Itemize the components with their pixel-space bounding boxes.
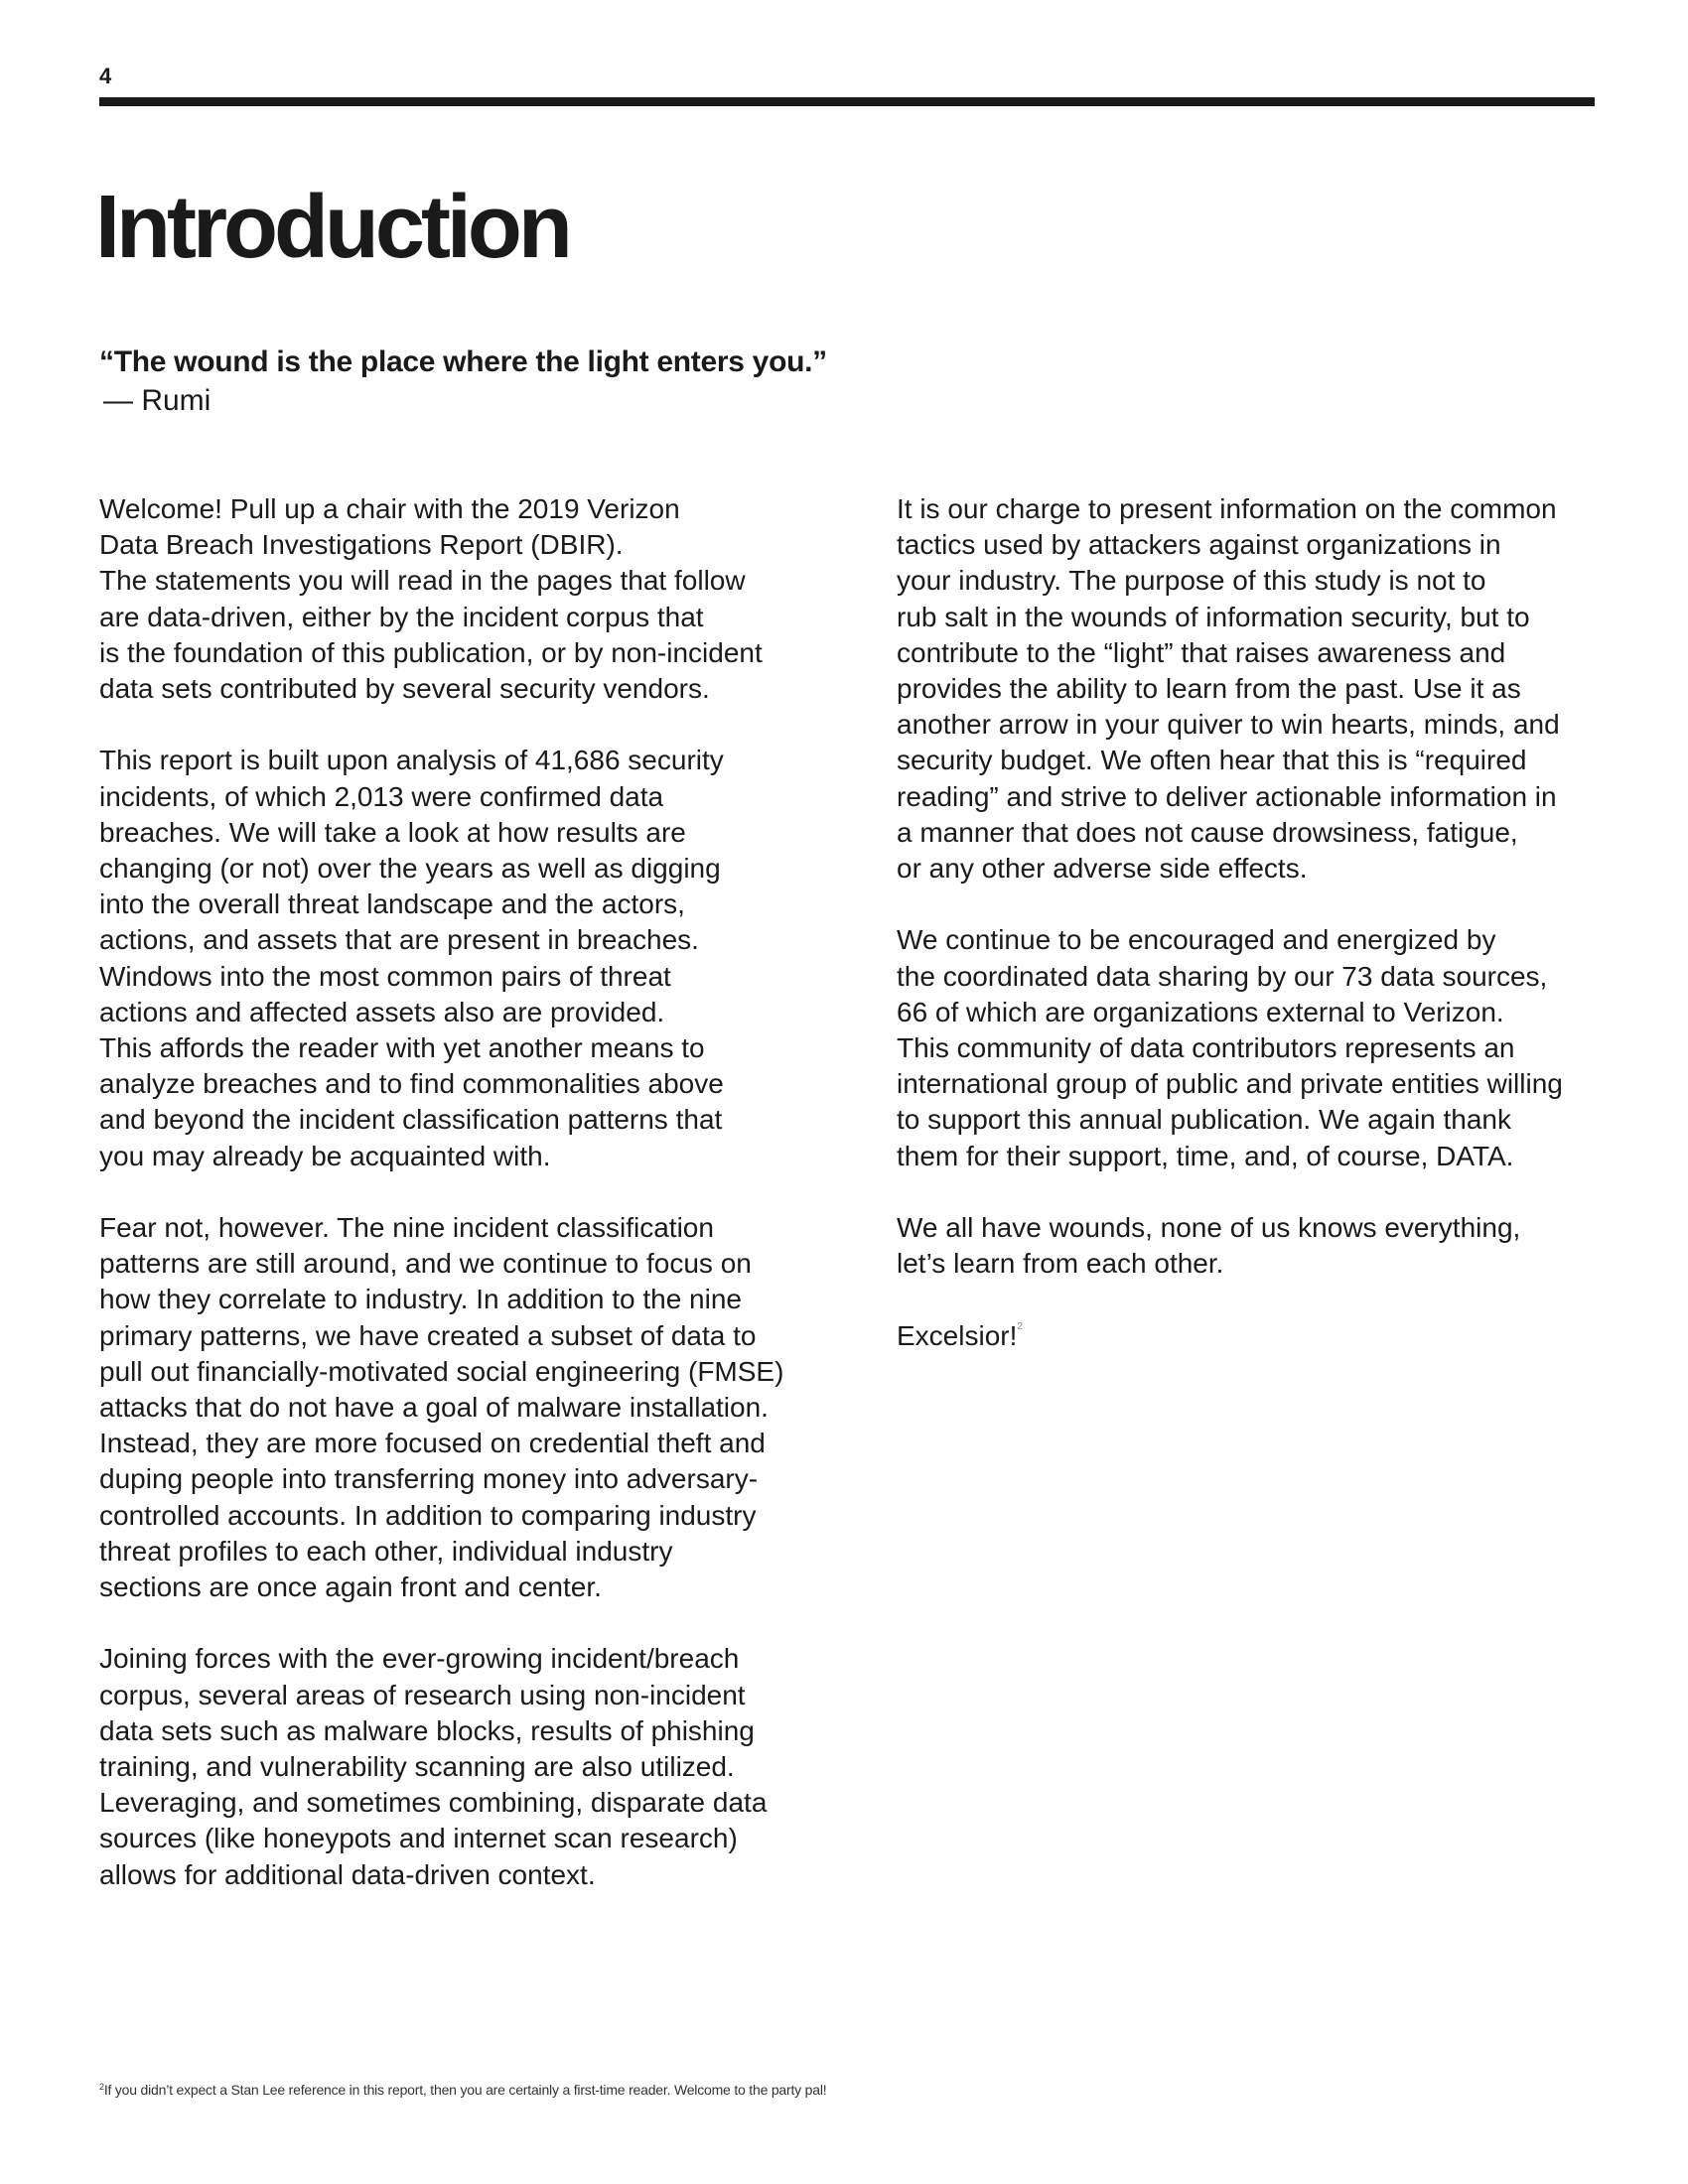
- epigraph-attribution: — Rumi: [103, 384, 211, 417]
- right-column: [897, 491, 1612, 1390]
- paragraph: It is our charge to present information on the common tactics used by attackers against organizations in your industry. The purpose of this study is not to rub salt in the wounds of information security, but to contribute to the “light” that raises awareness and provides the ability to learn from the past. Use it as another arrow in your quiver to win hearts, minds, and security budget. We often hear that this is “required reading” and strive to deliver actionable information in a manner that does not cause drowsiness, fatigue, or any other adverse side effects.: [897, 493, 1560, 885]
- header-rule: [99, 97, 1595, 106]
- footnote: [99, 2082, 826, 2098]
- left-column: [99, 491, 814, 1929]
- page-number: 4: [99, 64, 112, 88]
- paragraph: Joining forces with the ever-growing incident/breach corpus, several areas of research using non-incident data sets such as malware blocks, results of phishing training, and vulnerability scanning are also utilized. Leveraging, and sometimes combining, disparate data sources (like honeypots and internet scan research) allows for additional data-driven context.: [99, 1643, 768, 1890]
- epigraph: [99, 342, 827, 420]
- footnote-text: If you didn’t expect a Stan Lee reference in this report, then you are certainly a first-time reader. Welcome to the party pal!: [103, 2082, 827, 2098]
- paragraph: We continue to be encouraged and energized by the coordinated data sharing by our 73 data sources, 66 of which are organizations external to Verizon. This community of data contributors represents an international group of public and private entities willing to support this annual publication. We again thank them for their support, time, and, of course, DATA.: [897, 924, 1563, 1171]
- footnote-reference: 2: [1017, 1320, 1023, 1332]
- epigraph-quote: “The wound is the place where the light enters you.”: [99, 345, 827, 378]
- paragraph: Fear not, however. The nine incident classification patterns are still around, and we continue to focus on how they correlate to industry. In addition to the nine primary patterns, we have created a subset of data to pull out financially-motivated social engineering (FMSE) attacks that do not have a goal of malware installation. Instead, they are more focused on credential theft and duping people into transferring money into adversary- controlled accounts. In addition to comparing industry threat profiles to each other, individual industry sections are once again front and center.: [99, 1212, 784, 1603]
- footnote-marker: 2: [99, 2082, 104, 2092]
- paragraph: This report is built upon analysis of 41,686 security incidents, of which 2,013 were confirmed data breaches. We will take a look at how results are changing (or not) over the years as well as digging into the overall threat landscape and the actors, actions, and assets that are present in breaches. Windows into the most common pairs of threat actions and affected assets also are provided. This affords the reader with yet another means to analyze breaches and to find commonalities above and beyond the incident classification patterns that you may already be acquainted with.: [99, 745, 724, 1171]
- closing-text: Excelsior!: [897, 1319, 1018, 1351]
- page-title: Introduction: [95, 178, 569, 277]
- paragraph: We all have wounds, none of us knows everything, let’s learn from each other.: [897, 1212, 1521, 1280]
- paragraph: Welcome! Pull up a chair with the 2019 Verizon Data Breach Investigations Report (DBIR). The statements you will read in the pages that follow are data-driven, either by the incident corpus that is the foundation of this publication, or by non-incident data sets contributed by several security vendors.: [99, 493, 763, 705]
- closing-line: [897, 1318, 1612, 1354]
